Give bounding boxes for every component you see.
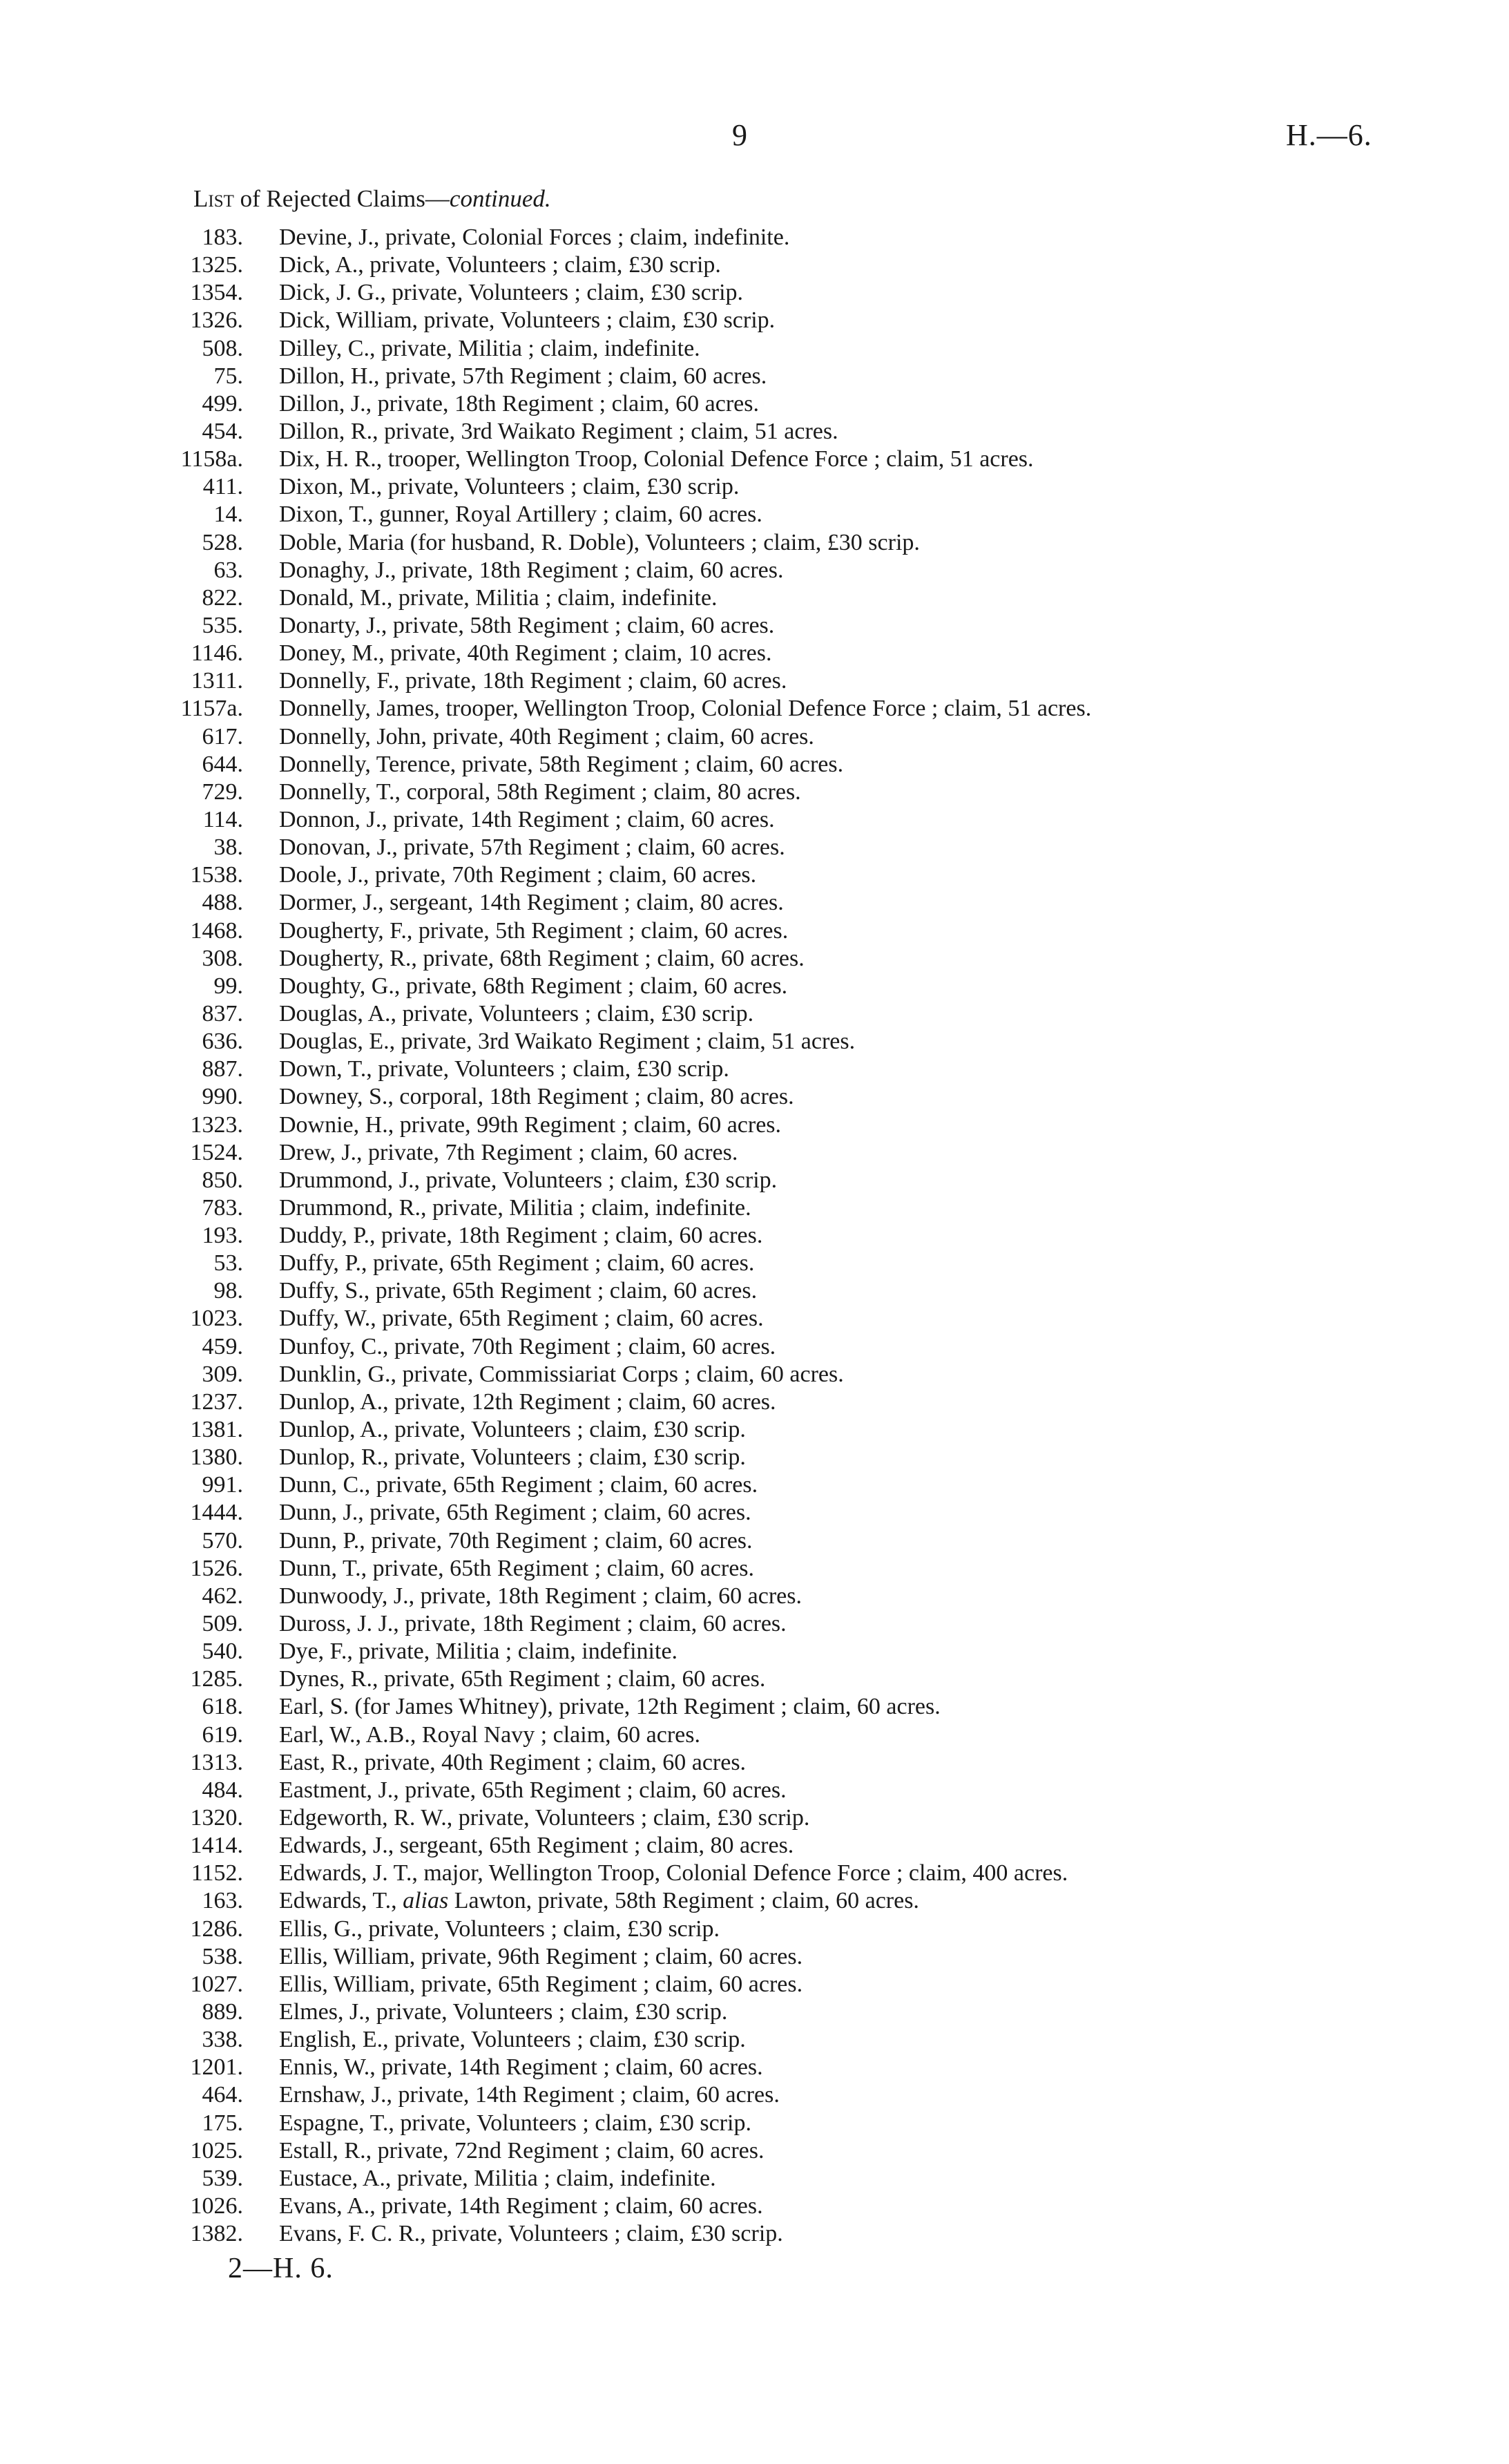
claim-number: 193.	[202, 1223, 243, 1249]
claim-text: Ellis, William, private, 96th Regiment ; claim, 60 acres.	[279, 1943, 803, 1969]
claim-entry	[166, 1167, 1395, 1194]
claim-entry	[166, 1471, 1395, 1499]
claim-number: 38.	[213, 834, 243, 861]
claim-text: Devine, J., private, Colonial Forces ; claim, indefinite.	[279, 225, 790, 250]
claim-entry	[166, 1832, 1395, 1860]
claim-number: 411.	[202, 474, 243, 500]
claim-entry	[166, 945, 1395, 973]
claim-number: 1414.	[190, 1833, 243, 1859]
claim-number: 1524.	[190, 1139, 243, 1165]
claim-text: Dillon, H., private, 57th Regiment ; claim, 60 acres.	[279, 363, 767, 389]
claim-text: Down, T., private, Volunteers ; claim, £30 scrip.	[279, 1056, 729, 1082]
claim-text: English, E., private, Volunteers ; claim, £30 scrip.	[279, 2027, 746, 2053]
claim-text: Ernshaw, J., private, 14th Regiment ; claim, 60 acres.	[279, 2082, 780, 2108]
claim-text: Edwards, J., sergeant, 65th Regiment ; claim, 80 acres.	[279, 1833, 794, 1859]
claim-text: Eastment, J., private, 65th Regiment ; claim, 60 acres.	[279, 1777, 787, 1803]
claim-text: Downey, S., corporal, 18th Regiment ; claim, 80 acres.	[279, 1084, 794, 1110]
list-heading	[193, 185, 551, 213]
claim-text: Dunn, P., private, 70th Regiment ; claim, 60 acres.	[279, 1527, 753, 1554]
claim-text: Dillon, R., private, 3rd Waikato Regiment ; claim, 51 acres.	[279, 418, 838, 444]
claim-entry	[166, 1305, 1395, 1333]
claim-number: 1381.	[190, 1417, 243, 1443]
claim-entry	[166, 2165, 1395, 2193]
claim-entry	[166, 307, 1395, 334]
claim-entry	[166, 834, 1395, 861]
claim-entry	[166, 1028, 1395, 1056]
claim-text: Donnelly, Terence, private, 58th Regiment ; claim, 60 acres.	[279, 751, 844, 777]
claim-number: 98.	[213, 1278, 243, 1304]
claim-entry	[166, 1388, 1395, 1416]
claim-text: Duffy, W., private, 65th Regiment ; claim, 60 acres.	[279, 1306, 764, 1332]
claim-entry	[166, 473, 1395, 501]
claim-entry	[166, 861, 1395, 889]
claim-number: 99.	[213, 973, 243, 999]
claim-number: 887.	[202, 1056, 243, 1082]
claim-number: 454.	[202, 418, 243, 444]
claim-entry	[166, 2081, 1395, 2109]
claim-text: Drew, J., private, 7th Regiment ; claim, 60 acres.	[279, 1139, 738, 1165]
claim-text: Dilley, C., private, Militia ; claim, indefinite.	[279, 335, 700, 361]
claim-text: Duddy, P., private, 18th Regiment ; claim, 60 acres.	[279, 1223, 763, 1249]
claim-entry	[166, 1527, 1395, 1555]
claim-text: Earl, W., A.B., Royal Navy ; claim, 60 acres.	[279, 1721, 700, 1748]
claim-entry	[166, 640, 1395, 667]
claim-number: 618.	[202, 1694, 243, 1720]
claim-text: Donnelly, F., private, 18th Regiment ; claim, 60 acres.	[279, 668, 787, 694]
claim-text: Ennis, W., private, 14th Regiment ; claim, 60 acres.	[279, 2054, 763, 2081]
claim-number: 990.	[202, 1084, 243, 1110]
claim-text: Earl, S. (for James Whitney), private, 12th Regiment ; claim, 60 acres.	[279, 1694, 941, 1720]
claim-number: 63.	[213, 557, 243, 583]
claim-number: 1325.	[190, 252, 243, 278]
claim-entry	[166, 889, 1395, 917]
claim-number: 1354.	[190, 280, 243, 306]
claim-number: 644.	[202, 751, 243, 777]
claim-number: 850.	[202, 1167, 243, 1193]
claim-number: 114.	[202, 806, 243, 832]
claim-text: Donaghy, J., private, 18th Regiment ; claim, 60 acres.	[279, 557, 784, 583]
claim-number: 1237.	[190, 1388, 243, 1415]
claim-number: 1146.	[191, 640, 243, 667]
claim-number: 617.	[202, 723, 243, 749]
claim-text: Doughty, G., private, 68th Regiment ; claim, 60 acres.	[279, 973, 788, 999]
claim-text: Dunn, J., private, 65th Regiment ; claim, 60 acres.	[279, 1500, 751, 1526]
claim-text: Doney, M., private, 40th Regiment ; claim, 10 acres.	[279, 640, 772, 667]
claim-number: 509.	[202, 1611, 243, 1637]
list-heading-continued: continued.	[449, 185, 551, 212]
claim-text: Dick, A., private, Volunteers ; claim, £30 scrip.	[279, 252, 721, 278]
claim-number: 619.	[202, 1721, 243, 1748]
claim-text: Douglas, A., private, Volunteers ; claim, £30 scrip.	[279, 1000, 754, 1026]
claim-entry	[166, 1804, 1395, 1832]
claim-number: 309.	[202, 1361, 243, 1387]
claim-number: 783.	[202, 1194, 243, 1221]
claim-text: Douglas, E., private, 3rd Waikato Regiment ; claim, 51 acres.	[279, 1029, 856, 1055]
claim-entry	[166, 2026, 1395, 2054]
claim-number: 538.	[202, 1943, 243, 1969]
claim-text: Espagne, T., private, Volunteers ; claim, £30 scrip.	[279, 2110, 751, 2136]
claim-text: Dix, H. R., trooper, Wellington Troop, Colonial Defence Force ; claim, 51 acres.	[279, 446, 1034, 472]
claim-text: Duross, J. J., private, 18th Regiment ; claim, 60 acres.	[279, 1611, 787, 1637]
claim-text: Dixon, M., private, Volunteers ; claim, £30 scrip.	[279, 474, 740, 500]
claim-text: Donnelly, John, private, 40th Regiment ; claim, 60 acres.	[279, 723, 814, 749]
claim-text: Dick, J. G., private, Volunteers ; claim, £30 scrip.	[279, 280, 744, 306]
claim-text: Evans, A., private, 14th Regiment ; claim, 60 acres.	[279, 2193, 763, 2219]
claim-entry	[166, 251, 1395, 279]
claim-text: Dunlop, A., private, 12th Regiment ; claim, 60 acres.	[279, 1388, 776, 1415]
claim-number: 837.	[202, 1000, 243, 1026]
claim-entry	[166, 612, 1395, 640]
claim-number: 1382.	[190, 2221, 243, 2247]
claim-entry	[166, 363, 1395, 390]
claim-number: 1158a.	[180, 446, 243, 472]
claim-entry	[166, 2110, 1395, 2137]
claim-text-part: Lawton, private, 58th Regiment ; claim, 60 acres.	[448, 1888, 919, 1914]
claim-number: 889.	[202, 1999, 243, 2025]
claim-entry	[166, 1277, 1395, 1305]
claim-entry	[166, 1583, 1395, 1610]
claim-entry	[166, 1998, 1395, 2026]
claim-entry	[166, 1139, 1395, 1167]
claim-entry	[166, 529, 1395, 557]
claim-number: 535.	[202, 612, 243, 638]
claim-entry	[166, 1749, 1395, 1777]
claim-entry	[166, 1444, 1395, 1471]
claim-text: Downie, H., private, 99th Regiment ; claim, 60 acres.	[279, 1111, 782, 1138]
claim-entry	[166, 1361, 1395, 1388]
claim-text: Dye, F., private, Militia ; claim, indefinite.	[279, 1639, 678, 1665]
claim-text: Dougherty, R., private, 68th Regiment ; claim, 60 acres.	[279, 945, 805, 971]
claim-entry	[166, 418, 1395, 446]
claim-entry	[166, 973, 1395, 1000]
claim-entry	[166, 1777, 1395, 1804]
claim-number: 308.	[202, 945, 243, 971]
claim-text: East, R., private, 40th Regiment ; claim, 60 acres.	[279, 1749, 747, 1775]
claim-entry	[166, 695, 1395, 723]
claim-number: 499.	[202, 390, 243, 417]
claim-entry	[166, 1887, 1395, 1915]
claim-entry	[166, 1860, 1395, 1887]
claim-entry	[166, 2054, 1395, 2081]
claim-number: 1320.	[190, 1805, 243, 1831]
claim-entry	[166, 1056, 1395, 1083]
list-heading-title: of Rejected Claims—	[233, 185, 450, 212]
claim-text: Drummond, J., private, Volunteers ; claim, £30 scrip.	[279, 1167, 778, 1193]
claim-number: 1538.	[190, 862, 243, 888]
claim-text: Dillon, J., private, 18th Regiment ; claim, 60 acres.	[279, 390, 759, 417]
claim-number: 508.	[202, 335, 243, 361]
claim-number: 1157a.	[180, 696, 243, 722]
claim-number: 1026.	[190, 2193, 243, 2219]
claim-number: 183.	[202, 225, 243, 250]
claim-entry	[166, 1943, 1395, 1971]
claim-entry	[166, 1111, 1395, 1139]
claim-text-part: Edwards, T.,	[279, 1888, 403, 1914]
claim-text: Eustace, A., private, Militia ; claim, indefinite.	[279, 2165, 716, 2191]
claim-entry	[166, 1333, 1395, 1361]
claim-number: 1311.	[191, 668, 243, 694]
claim-entry	[166, 779, 1395, 806]
claim-text: Ellis, G., private, Volunteers ; claim, £30 scrip.	[279, 1916, 720, 1942]
page-number: 9	[732, 118, 747, 152]
claim-entry	[166, 917, 1395, 945]
claim-entry	[166, 723, 1395, 751]
claim-entry	[166, 1693, 1395, 1721]
claim-text: Estall, R., private, 72nd Regiment ; claim, 60 acres.	[279, 2137, 765, 2164]
claim-entry	[166, 335, 1395, 363]
claim-text: Donnelly, James, trooper, Wellington Troop, Colonial Defence Force ; claim, 51 acres.	[279, 696, 1092, 722]
claim-entry	[166, 1721, 1395, 1749]
claim-entry	[166, 1665, 1395, 1693]
claim-text: Drummond, R., private, Militia ; claim, indefinite.	[279, 1194, 751, 1221]
claim-number: 464.	[202, 2082, 243, 2108]
claim-text: Dixon, T., gunner, Royal Artillery ; claim, 60 acres.	[279, 502, 762, 528]
claim-number: 1323.	[190, 1111, 243, 1138]
claim-entry	[166, 806, 1395, 834]
claim-entry	[166, 446, 1395, 473]
claim-number: 1023.	[190, 1306, 243, 1332]
claim-entry	[166, 1250, 1395, 1277]
claim-text: Dougherty, F., private, 5th Regiment ; claim, 60 acres.	[279, 917, 789, 944]
claim-text: Dick, William, private, Volunteers ; claim, £30 scrip.	[279, 307, 776, 334]
claim-text: Dunlop, R., private, Volunteers ; claim, £30 scrip.	[279, 1444, 746, 1471]
claim-number: 1285.	[190, 1666, 243, 1692]
claim-text: Ellis, William, private, 65th Regiment ; claim, 60 acres.	[279, 1971, 803, 1997]
claim-number: 1027.	[190, 1971, 243, 1997]
claim-text: Doble, Maria (for husband, R. Doble), Volunteers ; claim, £30 scrip.	[279, 529, 920, 555]
claim-entry	[166, 1555, 1395, 1583]
claim-entry	[166, 1000, 1395, 1028]
claim-text: Donald, M., private, Militia ; claim, indefinite.	[279, 584, 718, 611]
claim-entry	[166, 501, 1395, 528]
claim-text-italic: alias	[403, 1888, 449, 1914]
claim-number: 53.	[213, 1250, 243, 1277]
claim-entry	[166, 2220, 1395, 2248]
claim-entry	[166, 2193, 1395, 2220]
claim-number: 636.	[202, 1029, 243, 1055]
claim-text: Evans, F. C. R., private, Volunteers ; claim, £30 scrip.	[279, 2221, 783, 2247]
claim-entry	[166, 667, 1395, 695]
claim-entry	[166, 390, 1395, 418]
claim-number: 1444.	[190, 1500, 243, 1526]
claim-text: Edwards, J. T., major, Wellington Troop, Colonial Defence Force ; claim, 400 acres.	[279, 1860, 1068, 1887]
claim-number: 462.	[202, 1583, 243, 1609]
claim-number: 338.	[202, 2027, 243, 2053]
claim-number: 540.	[202, 1639, 243, 1665]
claim-number: 1201.	[190, 2054, 243, 2081]
claim-text: Elmes, J., private, Volunteers ; claim, £30 scrip.	[279, 1999, 728, 2025]
claim-entry	[166, 751, 1395, 779]
claim-entry	[166, 557, 1395, 584]
claim-text: Dunfoy, C., private, 70th Regiment ; claim, 60 acres.	[279, 1333, 776, 1359]
document-reference: H.—6.	[1286, 118, 1372, 152]
claim-text: Dunklin, G., private, Commissiariat Corps ; claim, 60 acres.	[279, 1361, 844, 1387]
claim-number: 1468.	[190, 917, 243, 944]
claim-number: 175.	[202, 2110, 243, 2136]
claim-entry	[166, 1971, 1395, 1998]
claim-number: 528.	[202, 529, 243, 555]
list-heading-lead: List	[193, 185, 234, 212]
claim-entry	[166, 1194, 1395, 1222]
claim-number: 163.	[202, 1888, 243, 1914]
claim-text: Dunlop, A., private, Volunteers ; claim, £30 scrip.	[279, 1417, 746, 1443]
claim-text: Dunn, T., private, 65th Regiment ; claim, 60 acres.	[279, 1555, 755, 1581]
claim-number: 1326.	[190, 307, 243, 334]
claim-text: Edgeworth, R. W., private, Volunteers ; claim, £30 scrip.	[279, 1805, 810, 1831]
claim-number: 539.	[202, 2165, 243, 2191]
claim-number: 488.	[202, 890, 243, 916]
claim-entry	[166, 584, 1395, 612]
claim-text	[243, 1887, 919, 1915]
claim-entry	[166, 224, 1395, 251]
claim-text: Donnon, J., private, 14th Regiment ; claim, 60 acres.	[279, 806, 775, 832]
claim-entry	[166, 1610, 1395, 1638]
claim-number: 1526.	[190, 1555, 243, 1581]
claim-entry	[166, 279, 1395, 307]
claim-number: 1152.	[191, 1860, 243, 1887]
claim-entry	[166, 2137, 1395, 2165]
claim-entry	[166, 1916, 1395, 1943]
rejected-claims-list	[166, 224, 1395, 2248]
claim-number: 459.	[202, 1333, 243, 1359]
claim-number: 729.	[202, 779, 243, 805]
claim-number: 991.	[202, 1472, 243, 1498]
claim-entry	[166, 1083, 1395, 1111]
claim-text: Duffy, S., private, 65th Regiment ; claim, 60 acres.	[279, 1278, 758, 1304]
claim-text: Dormer, J., sergeant, 14th Regiment ; claim, 80 acres.	[279, 890, 784, 916]
claim-text: Doole, J., private, 70th Regiment ; claim, 60 acres.	[279, 862, 757, 888]
claim-entry	[166, 1638, 1395, 1665]
claim-entry	[166, 1222, 1395, 1250]
claim-text: Dunwoody, J., private, 18th Regiment ; claim, 60 acres.	[279, 1583, 802, 1609]
claim-number: 1313.	[190, 1749, 243, 1775]
claim-text: Donnelly, T., corporal, 58th Regiment ; claim, 80 acres.	[279, 779, 801, 805]
claim-text: Dynes, R., private, 65th Regiment ; claim, 60 acres.	[279, 1666, 766, 1692]
claim-text: Donarty, J., private, 58th Regiment ; claim, 60 acres.	[279, 612, 775, 638]
claim-number: 1380.	[190, 1444, 243, 1471]
signature-mark: 2—H. 6.	[228, 2253, 334, 2284]
claim-number: 1286.	[190, 1916, 243, 1942]
claim-entry	[166, 1416, 1395, 1444]
claim-number: 484.	[202, 1777, 243, 1803]
claim-text: Duffy, P., private, 65th Regiment ; claim, 60 acres.	[279, 1250, 755, 1277]
claim-number: 822.	[202, 584, 243, 611]
claim-number: 75.	[213, 363, 243, 389]
claim-number: 14.	[213, 502, 243, 528]
claim-number: 570.	[202, 1527, 243, 1554]
claim-entry	[166, 1499, 1395, 1527]
claim-number: 1025.	[190, 2137, 243, 2164]
claim-text: Dunn, C., private, 65th Regiment ; claim, 60 acres.	[279, 1472, 758, 1498]
claim-text: Donovan, J., private, 57th Regiment ; claim, 60 acres.	[279, 834, 785, 861]
